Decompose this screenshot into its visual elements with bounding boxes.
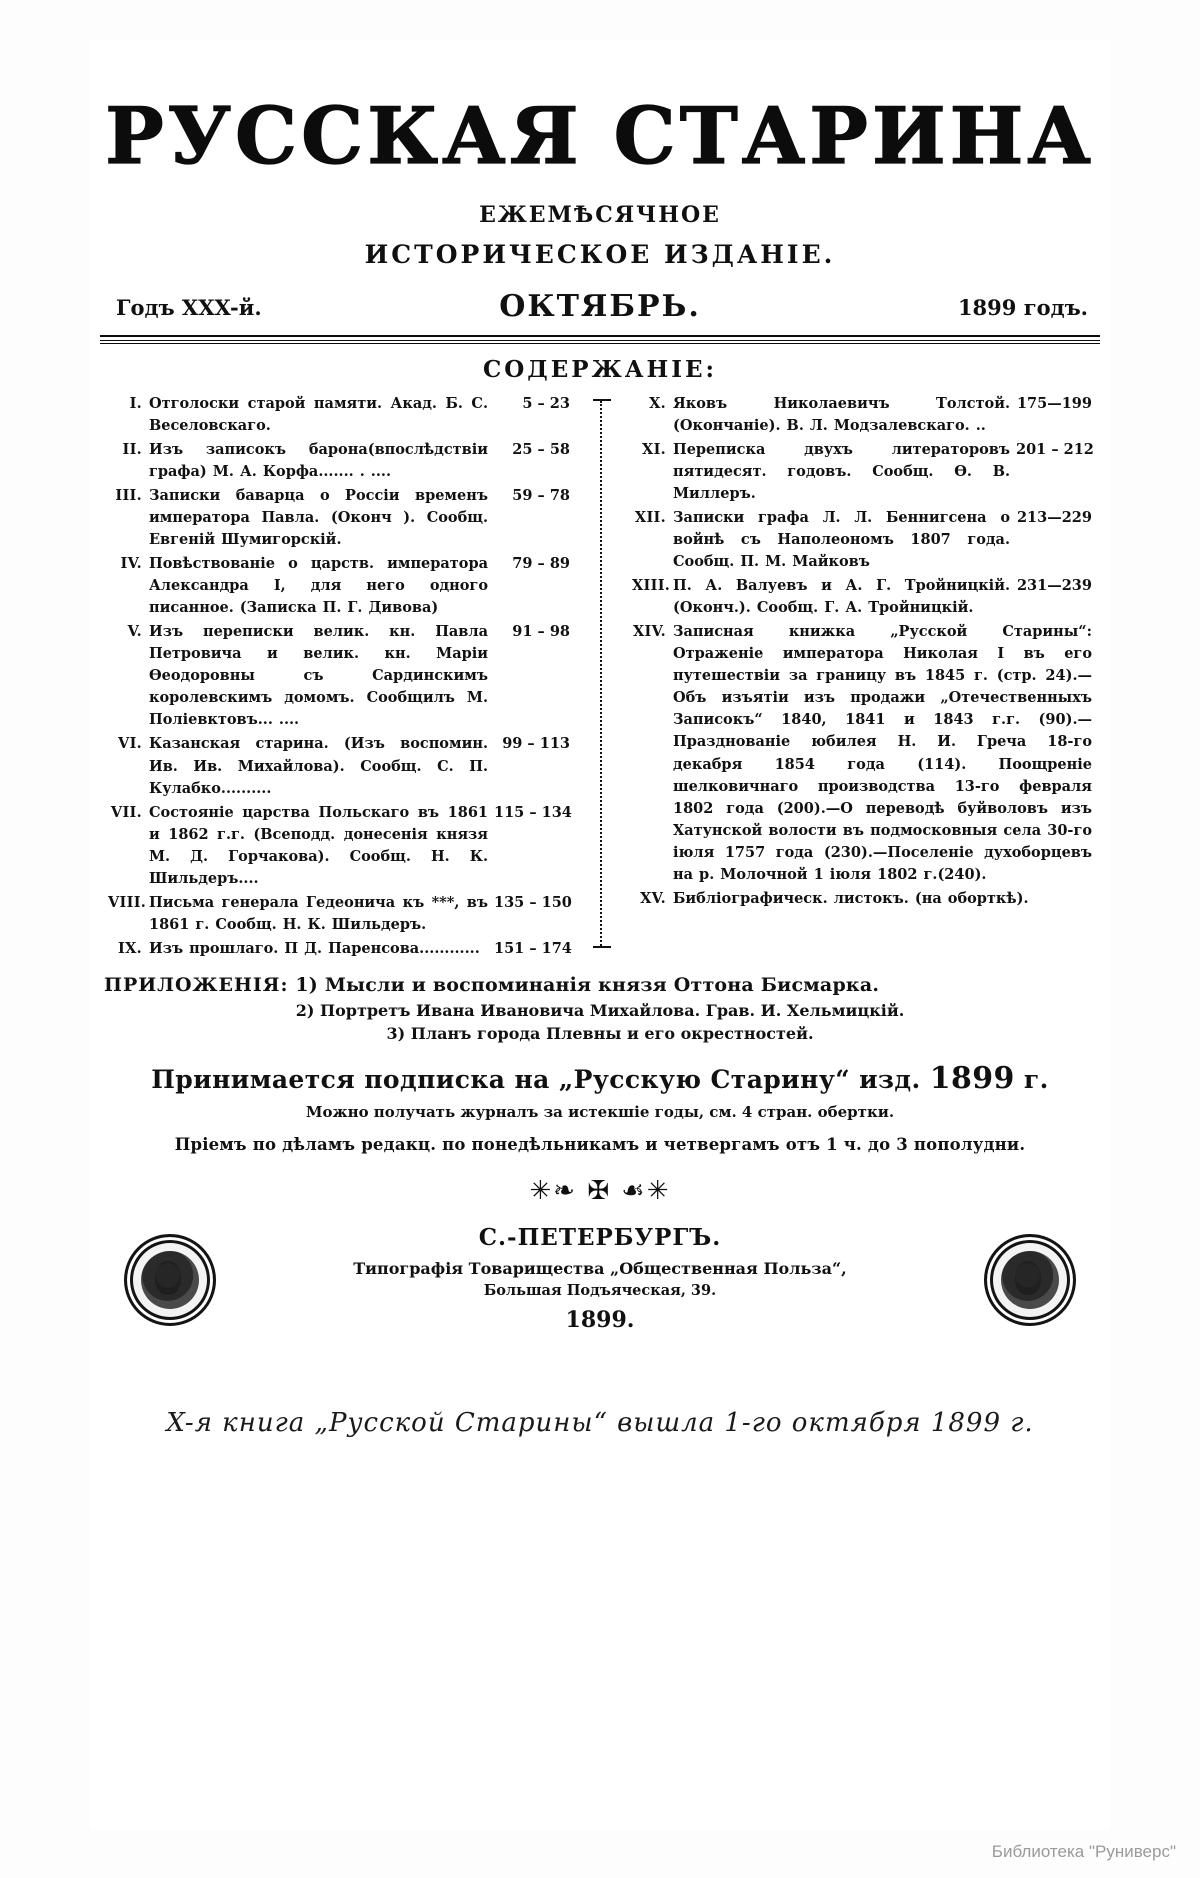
issue-month: ОКТЯБРЬ.	[499, 289, 701, 324]
toc-entry-number: III.	[115, 487, 142, 505]
appendix-item-2: 2) Портретъ Ивана Ивановича Михайлова. Грав. И. Хельмицкій.	[295, 1000, 905, 1020]
imprint-printer: Типографія Товарищества „Общественная Польза“,	[353, 1258, 847, 1278]
imprint-block	[90, 1224, 1110, 1374]
toc-entry[interactable]	[108, 892, 570, 936]
imprint-address: Большая Подъяческая, 39.	[483, 1281, 717, 1299]
imprint	[90, 1224, 1110, 1333]
masthead	[90, 91, 1110, 269]
handwritten-note: X-я книга „Русской Старины“ вышла 1-го октября 1899 г.	[166, 1407, 1034, 1438]
seal-emblem-icon	[141, 1251, 199, 1309]
toc-entry-pages: 91 – 98	[512, 623, 570, 641]
journal-title: РУССКАЯ СТАРИНА	[105, 91, 1095, 182]
masthead-subtitle-type: ИСТОРИЧЕСКОЕ ИЗДАНІЕ.	[364, 240, 836, 269]
appendix-label: ПРИЛОЖЕНІЯ:	[104, 973, 289, 996]
subscription-note: Можно получать журналъ за истекшіе годы, см. 4 стран. обертки.	[305, 1102, 895, 1121]
subscription-line	[90, 1061, 1110, 1096]
seal-emblem-icon	[1001, 1251, 1059, 1309]
toc-entry-number: VI.	[118, 735, 142, 753]
toc-entry[interactable]	[108, 938, 570, 960]
masthead-subtitle-periodicity: ЕЖЕМѢСЯЧНОЕ	[479, 202, 721, 228]
imprint-year: 1899.	[565, 1306, 635, 1333]
toc-entry-title: Переписка двухъ литераторовъ пятидесят. годовъ. Сообщ. Ѳ. В. Миллеръ.	[673, 441, 1010, 503]
publisher-seal-right-icon	[984, 1234, 1076, 1326]
office-hours: Пріемъ по дѣламъ редакц. по понедѣльникамъ и четвергамъ отъ 1 ч. до 3 пополудни.	[174, 1134, 1026, 1154]
toc-entry-title: Состояніе царства Польскаго въ 1861 и 1862 г.г. (Всеподд. донесенія князя М. Д. Горчакова). Сообщ. Н. К. Шильдеръ....	[149, 803, 488, 887]
appendix-item-3: 3) Планъ города Плевны и его окрестностей.	[386, 1023, 814, 1043]
subscription-year: 1899	[929, 1060, 1015, 1096]
toc-entry-number: X.	[649, 395, 666, 412]
toc-entry[interactable]	[632, 888, 1092, 910]
toc-entry[interactable]	[632, 507, 1092, 573]
toc-entry[interactable]	[108, 485, 570, 551]
toc-entry-title: Изъ переписки велик. кн. Павла Петровича и велик. кн. Маріи Ѳеодоровны съ Сардинскимъ королевскимъ домомъ. Сообщилъ М. Поліевктовъ... ....	[149, 623, 488, 729]
toc-entry-pages: 79 – 89	[512, 555, 570, 573]
toc-entry-pages: 231—239	[1016, 577, 1092, 595]
toc-entry-number: IV.	[120, 555, 142, 573]
toc-entry-number: XI.	[642, 441, 666, 459]
library-watermark: Библиотека "Руниверс"	[991, 1842, 1176, 1861]
subscription-text: Принимается подписка на „Русскую Старину“ изд.	[151, 1064, 921, 1094]
toc-entry-title: Отголоски старой памяти. Акад. Б. С. Веселовскаго.	[149, 395, 488, 435]
table-of-contents	[90, 393, 1110, 962]
toc-entry-pages: 99 – 113	[502, 735, 570, 753]
toc-entry-number: VII.	[110, 803, 142, 821]
toc-entry-title: Библіографическ. листокъ. (на оборткѣ).	[673, 889, 1029, 907]
toc-entry-number: XII.	[634, 509, 666, 527]
toc-entry-pages: 5 – 23	[522, 395, 570, 412]
ornament-divider: ✳❧ ✠ ☙✳	[529, 1175, 671, 1206]
toc-entry[interactable]	[632, 393, 1092, 437]
toc-entry[interactable]	[108, 621, 570, 731]
toc-entry-pages: 135 – 150	[494, 893, 572, 911]
toc-entry-title: П. А. Валуевъ и А. Г. Тройницкій. (Оконч.). Сообщ. Г. А. Тройницкій.	[673, 577, 1010, 617]
toc-entry-number: XV.	[640, 889, 666, 907]
toc-entry-number: VIII.	[108, 893, 147, 911]
toc-entry-title: Яковъ Николаевичъ Толстой. (Окончаніе). В. Л. Модзалевскаго. ..	[673, 395, 1010, 435]
toc-entry[interactable]	[108, 733, 570, 799]
imprint-city: С.-ПЕТЕРБУРГЪ.	[478, 1223, 722, 1251]
toc-entry-title: Изъ прошлаго. П Д. Паренсова............	[149, 939, 480, 957]
divider-double	[100, 335, 1100, 341]
toc-entry-title: Письма генерала Гедеонича къ ***, въ 1861 г. Сообщ. Н. К. Шильдеръ.	[149, 893, 488, 933]
issue-year: 1899 годъ.	[957, 295, 1088, 320]
toc-entry[interactable]	[632, 575, 1092, 619]
issue-line	[90, 289, 1110, 329]
appendix-line-1	[104, 974, 1096, 996]
toc-entry-pages: 201 – 212	[1016, 441, 1094, 459]
toc-entry-pages: 213—229	[1016, 509, 1092, 527]
issue-volume-year: Годъ XXX-й.	[116, 295, 262, 320]
toc-entry[interactable]	[108, 439, 570, 483]
toc-entry[interactable]	[108, 802, 570, 890]
toc-entry-number: IX.	[118, 939, 142, 957]
toc-entry-title: Повѣствованіе о царств. императора Александра I, для него одного писанное. (Записка П. Г. Дивова)	[149, 555, 488, 617]
toc-entry-pages: 59 – 78	[512, 487, 570, 505]
toc-entry-title: Казанская старина. (Изъ воспомин. Ив. Ив. Михайлова). Сообщ. С. П. Кулабко..........	[149, 735, 488, 797]
toc-entry-number: II.	[122, 441, 142, 459]
contents-heading: СОДЕРЖАНІЕ:	[482, 356, 718, 383]
title-page	[90, 40, 1110, 1830]
toc-entry-number: V.	[127, 623, 142, 641]
divider-thin	[100, 343, 1100, 344]
appendix-item-1: 1) Мысли и воспоминанія князя Оттона Бисмарка.	[295, 973, 880, 996]
subscription-year-suffix: г.	[1023, 1064, 1049, 1094]
toc-entry-pages: 115 – 134	[494, 803, 572, 821]
toc-column-right	[600, 393, 1092, 962]
toc-entry[interactable]	[108, 553, 570, 619]
toc-column-divider	[600, 401, 602, 946]
toc-entry-title: Записки баварца о Россіи временъ императора Павла. (Оконч ). Сообщ. Евгеній Шумигорскій.	[149, 487, 488, 549]
toc-entry-number: I.	[129, 395, 142, 412]
toc-column-left	[108, 393, 600, 962]
toc-entry-number: XIV.	[633, 623, 666, 641]
toc-entry-pages: 175—199	[1016, 395, 1092, 412]
toc-entry[interactable]	[108, 393, 570, 437]
toc-entry-pages: 25 – 58	[512, 441, 570, 459]
toc-entry-title: Изъ записокъ барона(впослѣдствіи графа) М. А. Корфа....... . ....	[149, 441, 488, 481]
publisher-seal-left-icon	[124, 1234, 216, 1326]
toc-entry[interactable]	[632, 439, 1092, 505]
toc-entry-number: XIII.	[632, 577, 671, 595]
appendices	[90, 974, 1110, 1043]
toc-entry-title: Записная книжка „Русской Старины“: Отраженіе императора Николая I въ его путешествіи за границу въ 1845 г. (стр. 24).—Объ изъятіи изъ продажи „Отечественныхъ Записокъ“ 1840, 1841 и 1843 г.г. (90).—Празднованіе юбилея Н. И. Греча 18-го декабря 1854 года (114). Поощреніе шелковичнаго производства 13-го февраля 1802 года (200).—О переводѣ буйволовъ изъ Хатунской волости въ подмосковныя села 30-го іюля 1757 года (230).—Поселеніе духоборцевъ на р. Молочной 1 іюля 1802 г.(240).	[673, 623, 1092, 883]
toc-entry[interactable]	[632, 621, 1092, 885]
toc-entry-title: Записки графа Л. Л. Беннигсена о войнѣ съ Наполеономъ 1807 года. Сообщ. П. М. Майковъ	[673, 509, 1010, 571]
toc-entry-pages: 151 – 174	[494, 939, 572, 957]
